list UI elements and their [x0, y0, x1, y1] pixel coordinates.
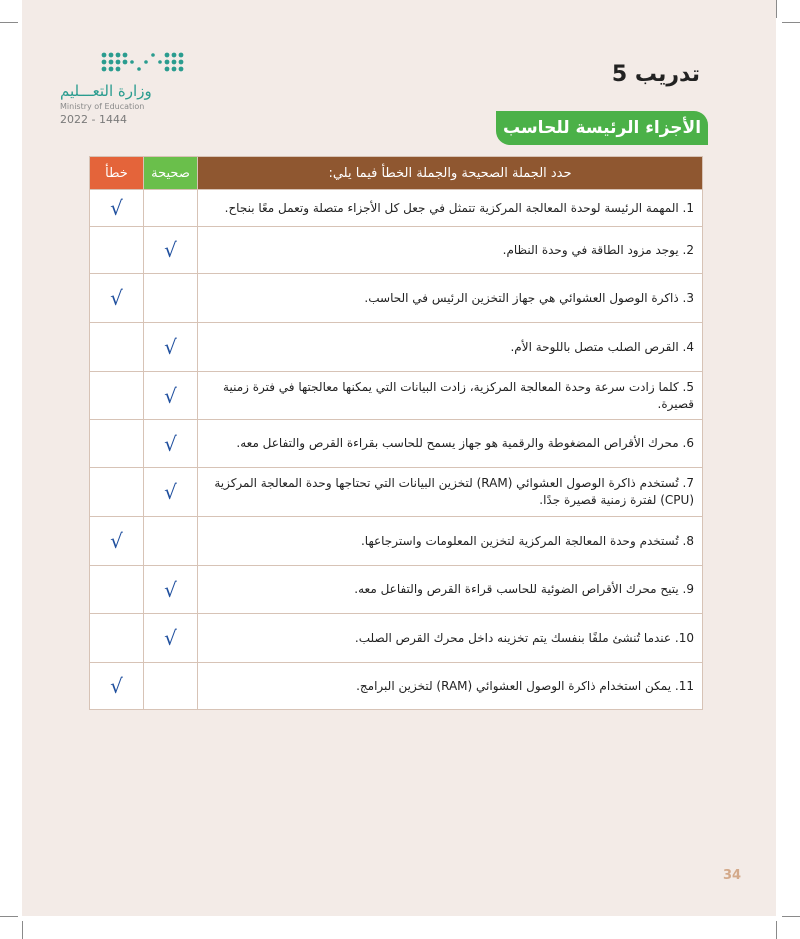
academic-year: 2022 - 1444 — [60, 113, 127, 126]
crop-mark — [782, 22, 800, 23]
crop-mark — [0, 916, 18, 917]
question-text: 10. عندما تُنشئ ملفًا بنفسك يتم تخزينه داخل محرك القرص الصلب. — [198, 614, 703, 663]
header-correct: صحيحة — [144, 157, 198, 190]
question-text: 11. يمكن استخدام ذاكرة الوصول العشوائي (RAM) لتخزين البرامج. — [198, 663, 703, 710]
table-row — [90, 614, 703, 663]
question-text: 5. كلما زادت سرعة وحدة المعالجة المركزية، زادت البيانات التي يمكنها معالجتها في فترة زمنية قصيرة. — [198, 372, 703, 420]
correct-cell — [144, 227, 198, 274]
question-text: 7. تُستخدم ذاكرة الوصول العشوائي (RAM) لتخزين البيانات التي تحتاجها وحدة المعالجة المركزية (CPU) لفترة زمنية قصيرة جدًا. — [198, 468, 703, 517]
correct-cell — [144, 566, 198, 614]
crop-mark — [776, 0, 777, 18]
correct-cell — [144, 274, 198, 323]
question-text: 3. ذاكرة الوصول العشوائي هي جهاز التخزين الرئيس في الحاسب. — [198, 274, 703, 323]
table-row — [90, 190, 703, 227]
wrong-cell — [90, 517, 144, 566]
question-text: 8. تُستخدم وحدة المعالجة المركزية لتخزين المعلومات واسترجاعها. — [198, 517, 703, 566]
table-row — [90, 566, 703, 614]
checkmark-icon: √ — [110, 529, 123, 553]
question-text: 4. القرص الصلب متصل باللوحة الأم. — [198, 323, 703, 372]
table-body — [90, 190, 703, 710]
checkmark-icon: √ — [164, 238, 177, 262]
logo-dots-icon — [98, 50, 198, 78]
correct-cell — [144, 663, 198, 710]
crop-mark — [776, 921, 777, 939]
correct-cell — [144, 468, 198, 517]
wrong-cell — [90, 420, 144, 468]
crop-mark — [782, 916, 800, 917]
table-row — [90, 517, 703, 566]
table-row — [90, 663, 703, 710]
ministry-name-arabic: وزارة التعـــليم — [60, 82, 152, 100]
table-row — [90, 227, 703, 274]
section-banner: الأجزاء الرئيسة للحاسب — [496, 111, 708, 145]
wrong-cell — [90, 372, 144, 420]
correct-cell — [144, 372, 198, 420]
table-row — [90, 372, 703, 420]
wrong-cell — [90, 468, 144, 517]
wrong-cell — [90, 663, 144, 710]
table-row — [90, 468, 703, 517]
header-wrong: خطأ — [90, 157, 144, 190]
question-text: 1. المهمة الرئيسة لوحدة المعالجة المركزية تتمثل في جعل كل الأجزاء متصلة وتعمل معًا بنجاح. — [198, 190, 703, 227]
correct-cell — [144, 190, 198, 227]
wrong-cell — [90, 566, 144, 614]
checkmark-icon: √ — [164, 480, 177, 504]
checkmark-icon: √ — [164, 431, 177, 456]
checkmark-icon: √ — [164, 335, 177, 359]
correct-cell — [144, 420, 198, 468]
wrong-cell — [90, 190, 144, 227]
exercise-title: تدريب 5 — [611, 62, 700, 87]
checkmark-icon: √ — [110, 674, 123, 698]
page-number: 34 — [723, 868, 742, 883]
question-text: 9. يتيح محرك الأقراص الضوئية للحاسب قراءة القرص والتفاعل معه. — [198, 566, 703, 614]
correct-cell — [144, 517, 198, 566]
checkmark-icon: √ — [164, 383, 177, 408]
wrong-cell — [90, 323, 144, 372]
table-row — [90, 274, 703, 323]
question-text: 2. يوجد مزود الطاقة في وحدة النظام. — [198, 227, 703, 274]
checkmark-icon: √ — [164, 577, 177, 602]
table-row — [90, 323, 703, 372]
wrong-cell — [90, 227, 144, 274]
wrong-cell — [90, 274, 144, 323]
wrong-cell — [90, 614, 144, 663]
header-question: حدد الجملة الصحيحة والجملة الخطأ فيما يلي: — [198, 157, 703, 190]
correct-cell — [144, 614, 198, 663]
ministry-name-english: Ministry of Education — [60, 102, 145, 111]
checkmark-icon: √ — [110, 286, 123, 310]
correct-cell — [144, 323, 198, 372]
checkmark-icon: √ — [110, 196, 123, 220]
table-row — [90, 420, 703, 468]
crop-mark — [0, 22, 18, 23]
table-header-row — [90, 157, 703, 190]
question-text: 6. محرك الأقراص المضغوطة والرقمية هو جهاز يسمح للحاسب بقراءة القرص والتفاعل معه. — [198, 420, 703, 468]
checkmark-icon: √ — [164, 626, 177, 650]
crop-mark — [22, 921, 23, 939]
true-false-table — [89, 156, 703, 710]
